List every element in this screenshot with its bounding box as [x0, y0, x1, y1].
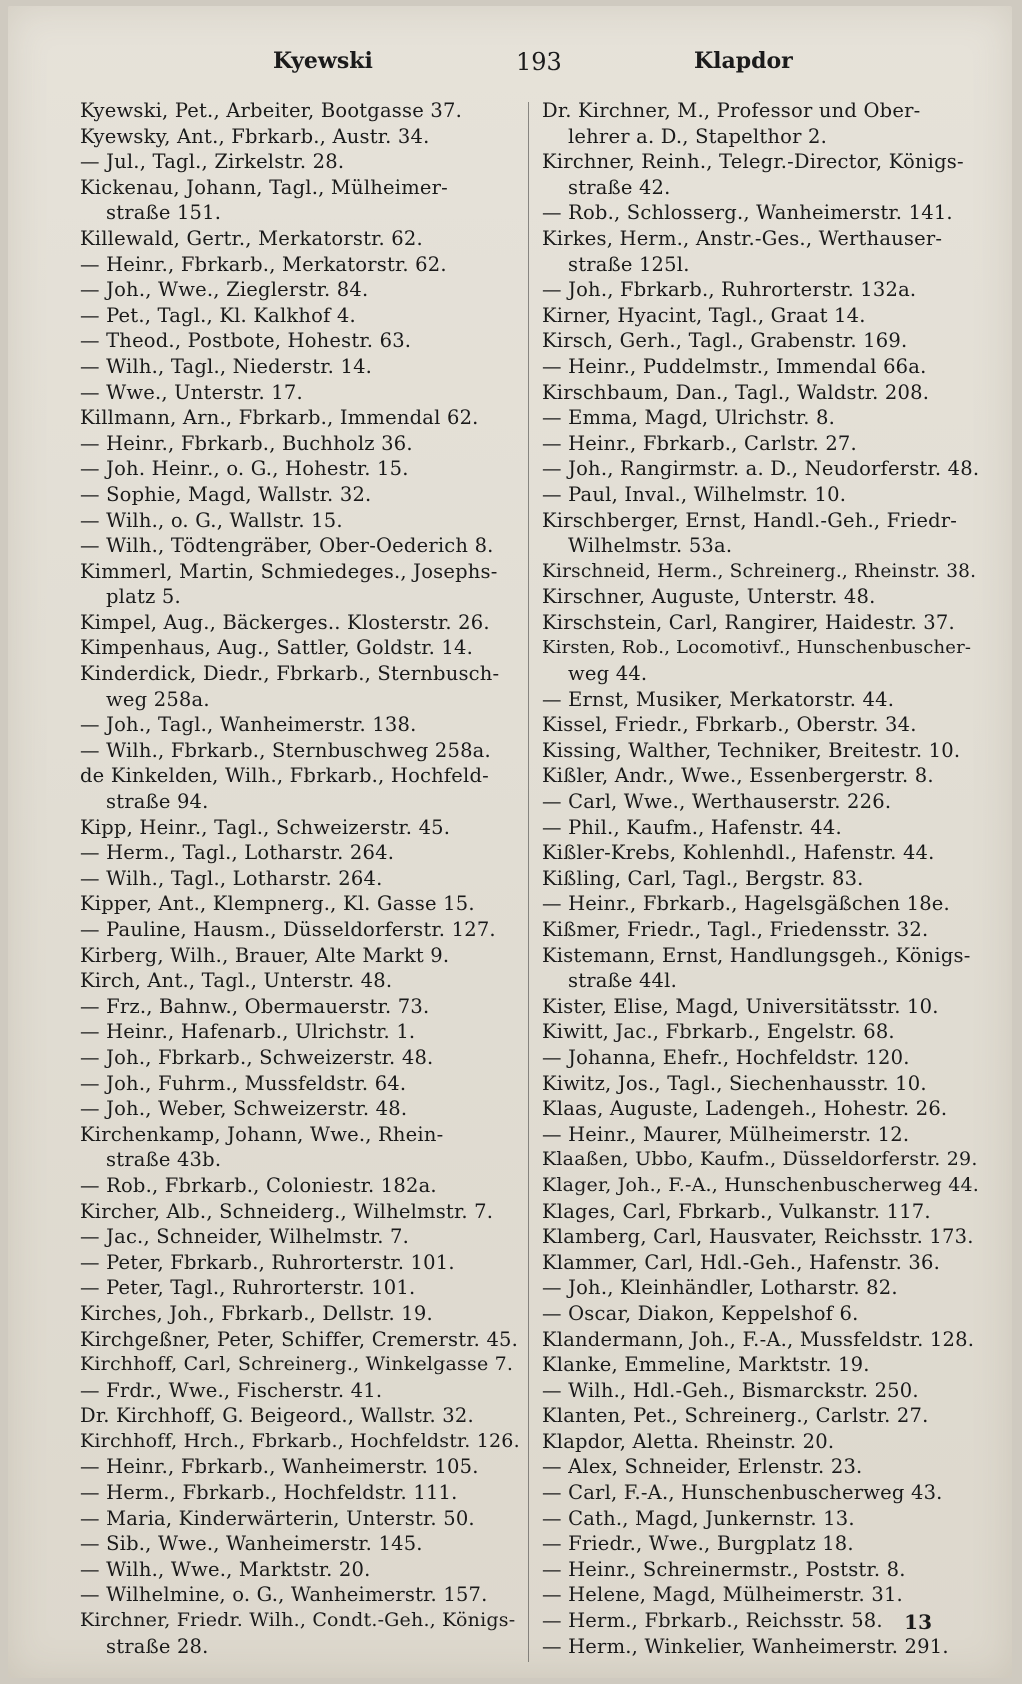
header-right-keyword: Klapdor: [694, 48, 793, 74]
directory-entry-line: — Pet., Tagl., Kl. Kalkhof 4.: [80, 303, 356, 327]
directory-entry-line: Kipp, Heinr., Tagl., Schweizerstr. 45.: [80, 815, 451, 839]
directory-entry-line: Kirberg, Wilh., Brauer, Alte Markt 9.: [80, 943, 450, 967]
directory-entry-line: Kirschstein, Carl, Rangirer, Haidestr. 37.: [542, 610, 955, 634]
directory-entry-line: — Herm., Fbrkarb., Hochfeldstr. 111.: [80, 1481, 458, 1505]
column-divider: [528, 102, 529, 1662]
directory-entry-line: straße 151.: [106, 201, 222, 225]
directory-entry-line: — Sib., Wwe., Wanheimerstr. 145.: [80, 1532, 423, 1556]
directory-entry-line: Kirsten, Rob., Locomotivf., Hunschenbuscher-: [542, 637, 972, 659]
directory-entry-line: — Wwe., Unterstr. 17.: [80, 380, 303, 404]
directory-entry-line: Kißmer, Friedr., Tagl., Friedensstr. 32.: [542, 918, 929, 941]
directory-entry-line: — Carl, Wwe., Werthauserstr. 226.: [542, 790, 892, 814]
directory-entry-line: — Heinr., Fbrkarb., Merkatorstr. 62.: [80, 252, 447, 276]
page-number-header: 193: [516, 48, 562, 76]
directory-entry-line: Kirschneid, Herm., Schreinerg., Rheinstr. 38.: [542, 560, 977, 582]
directory-entry-line: — Joh., Wwe., Zieglerstr. 84.: [80, 278, 369, 302]
directory-entry-line: — Wilh., Tödtengräber, Ober-Oederich 8.: [80, 534, 494, 558]
directory-entry-line: — Rob., Fbrkarb., Coloniestr. 182a.: [80, 1173, 437, 1197]
directory-entry-line: Kinderdick, Diedr., Fbrkarb., Sternbusch-: [80, 662, 500, 686]
directory-entry-line: — Oscar, Diakon, Keppelshof 6.: [542, 1301, 859, 1325]
directory-entry-line: Kirchhoff, Carl, Schreinerg., Winkelgasse 7.: [80, 1353, 514, 1376]
directory-entry-line: Klammer, Carl, Hdl.-Geh., Hafenstr. 36.: [542, 1250, 940, 1274]
running-head: [8, 48, 1012, 88]
directory-entry-line: Kyewski, Pet., Arbeiter, Bootgasse 37.: [80, 99, 462, 122]
directory-entry-line: Dr. Kirchner, M., Professor und Ober-: [542, 99, 921, 122]
signature-mark: 13: [904, 1610, 932, 1634]
right-column: [542, 98, 982, 1659]
directory-entry-line: platz 5.: [106, 585, 181, 609]
directory-entry-line: — Friedr., Wwe., Burgplatz 18.: [542, 1532, 854, 1556]
directory-entry-line: Klages, Carl, Fbrkarb., Vulkanstr. 117.: [542, 1199, 931, 1223]
directory-entry-line: Kickenau, Johann, Tagl., Mülheimer-: [80, 175, 448, 199]
directory-entry-line: Wilhelmstr. 53a.: [568, 534, 733, 558]
directory-entry-line: Kissel, Friedr., Fbrkarb., Oberstr. 34.: [542, 713, 917, 737]
directory-entry-line: Klapdor, Aletta. Rheinstr. 20.: [542, 1429, 835, 1453]
directory-entry-line: — Ernst, Musiker, Merkatorstr. 44.: [542, 687, 895, 711]
directory-entry-line: Kirkes, Herm., Anstr.-Ges., Werthauser-: [542, 226, 943, 250]
directory-entry-line: Kirchenkamp, Johann, Wwe., Rhein-: [80, 1122, 444, 1146]
directory-entry-line: — Heinr., Fbrkarb., Hagelsgäßchen 18e.: [542, 892, 950, 916]
directory-entry-line: Kiwitz, Jos., Tagl., Siechenhausstr. 10.: [542, 1071, 927, 1095]
directory-entry-line: Klanten, Pet., Schreinerg., Carlstr. 27.: [542, 1404, 929, 1428]
directory-entry-line: Kyewsky, Ant., Fbrkarb., Austr. 34.: [80, 124, 430, 148]
directory-entry-line: Kirchgeßner, Peter, Schiffer, Cremerstr. 45.: [80, 1327, 519, 1351]
directory-entry-line: — Rob., Schlosserg., Wanheimerstr. 141.: [542, 201, 953, 225]
directory-entry-line: — Alex, Schneider, Erlenstr. 23.: [542, 1455, 863, 1479]
directory-entry-line: straße 125l.: [568, 252, 690, 276]
left-column: [80, 98, 520, 1659]
directory-entry-line: Kipper, Ant., Klempnerg., Kl. Gasse 15.: [80, 892, 475, 916]
directory-entry-line: Kirchner, Friedr. Wilh., Condt.-Geh., Königs-: [80, 1609, 516, 1632]
directory-entry-line: — Joh., Fbrkarb., Schweizerstr. 48.: [80, 1045, 434, 1069]
header-left-keyword: Kyewski: [273, 48, 373, 74]
directory-entry-line: Kirner, Hyacint, Tagl., Graat 14.: [542, 303, 866, 327]
directory-entry-line: Kirches, Joh., Fbrkarb., Dellstr. 19.: [80, 1301, 433, 1325]
directory-entry-line: — Pauline, Hausm., Düsseldorferstr. 127.: [80, 918, 496, 941]
directory-entry-line: lehrer a. D., Stapelthor 2.: [568, 124, 828, 148]
directory-entry-line: Kirschbaum, Dan., Tagl., Waldstr. 208.: [542, 380, 930, 404]
directory-entry-line: — Helene, Magd, Mülheimerstr. 31.: [542, 1583, 903, 1607]
directory-entry-line: Klaaßen, Ubbo, Kaufm., Düsseldorferstr. 29.: [542, 1148, 978, 1171]
directory-entry-line: Kirchhoff, Hrch., Fbrkarb., Hochfeldstr. 126.: [80, 1429, 520, 1452]
directory-entry-line: — Heinr., Fbrkarb., Carlstr. 27.: [542, 431, 857, 455]
directory-entry-line: de Kinkelden, Wilh., Fbrkarb., Hochfeld-: [80, 764, 489, 788]
directory-entry-line: — Joh., Weber, Schweizerstr. 48.: [80, 1097, 408, 1121]
directory-entry-line: Klamberg, Carl, Hausvater, Reichsstr. 173.: [542, 1225, 974, 1249]
directory-entry-line: — Phil., Kaufm., Hafenstr. 44.: [542, 815, 842, 839]
directory-entry-line: Kimmerl, Martin, Schmiedeges., Josephs-: [80, 559, 498, 583]
directory-entry-line: — Joh. Heinr., o. G., Hohestr. 15.: [80, 457, 409, 481]
directory-entry-line: — Joh., Rangirmstr. a. D., Neudorferstr. 48.: [542, 457, 980, 481]
directory-entry-line: Kißler, Andr., Wwe., Essenbergerstr. 8.: [542, 764, 934, 788]
directory-entry-line: — Wilh., Fbrkarb., Sternbuschweg 258a.: [80, 738, 491, 762]
directory-entry-line: — Herm., Winkelier, Wanheimerstr. 291.: [542, 1634, 949, 1658]
directory-entry-line: Killmann, Arn., Fbrkarb., Immendal 62.: [80, 406, 479, 430]
directory-entry-line: Kircher, Alb., Schneiderg., Wilhelmstr. 7.: [80, 1199, 494, 1223]
directory-entry-line: — Peter, Tagl., Ruhrorterstr. 101.: [80, 1276, 416, 1300]
directory-entry-line: Kirch, Ant., Tagl., Unterstr. 48.: [80, 969, 393, 993]
directory-entry-line: Kißler-Krebs, Kohlenhdl., Hafenstr. 44.: [542, 841, 935, 865]
directory-entry-line: — Carl, F.-A., Hunschenbuscherweg 43.: [542, 1481, 943, 1505]
directory-entry-line: Klaas, Auguste, Ladengeh., Hohestr. 26.: [542, 1097, 948, 1121]
directory-entry-line: Kirchner, Reinh., Telegr.-Director, Königs-: [542, 150, 964, 174]
directory-entry-line: — Peter, Fbrkarb., Ruhrorterstr. 101.: [80, 1250, 455, 1274]
directory-entry-line: Kimpenhaus, Aug., Sattler, Goldstr. 14.: [80, 636, 474, 660]
directory-entry-line: — Heinr., Fbrkarb., Buchholz 36.: [80, 431, 413, 455]
directory-entry-line: — Johanna, Ehefr., Hochfeldstr. 120.: [542, 1045, 910, 1069]
directory-entry-line: — Frdr., Wwe., Fischerstr. 41.: [80, 1378, 383, 1402]
directory-entry-line: Klanke, Emmeline, Marktstr. 19.: [542, 1353, 870, 1377]
directory-entry-line: — Emma, Magd, Ulrichstr. 8.: [542, 406, 836, 430]
directory-entry-line: — Paul, Inval., Wilhelmstr. 10.: [542, 482, 847, 506]
directory-entry-line: — Maria, Kinderwärterin, Unterstr. 50.: [80, 1506, 475, 1530]
directory-entry-line: — Joh., Fuhrm., Mussfeldstr. 64.: [80, 1071, 407, 1095]
directory-entry-line: — Herm., Fbrkarb., Reichsstr. 58.: [542, 1609, 883, 1633]
directory-entry-line: Kimpel, Aug., Bäckerges.. Klosterstr. 26.: [80, 610, 490, 634]
directory-entry-line: — Wilh., Hdl.-Geh., Bismarckstr. 250.: [542, 1378, 919, 1402]
directory-entry-line: Klandermann, Joh., F.-A., Mussfeldstr. 128.: [542, 1327, 975, 1351]
directory-entry-line: — Heinr., Hafenarb., Ulrichstr. 1.: [80, 1020, 416, 1044]
directory-entry-line: — Wilh., o. G., Wallstr. 15.: [80, 508, 343, 532]
directory-entry-line: Klager, Joh., F.-A., Hunschenbuscherweg 44.: [542, 1173, 980, 1196]
directory-entry-line: — Wilh., Tagl., Niederstr. 14.: [80, 354, 373, 378]
directory-entry-line: straße 94.: [106, 790, 209, 814]
directory-entry-line: — Sophie, Magd, Wallstr. 32.: [80, 482, 372, 506]
directory-entry-line: weg 44.: [568, 662, 648, 686]
directory-entry-line: — Heinr., Fbrkarb., Wanheimerstr. 105.: [80, 1455, 479, 1479]
directory-page: [8, 6, 1012, 1678]
directory-entry-line: — Cath., Magd, Junkernstr. 13.: [542, 1506, 855, 1530]
directory-entry-line: — Joh., Fbrkarb., Ruhrorterstr. 132a.: [542, 278, 917, 302]
directory-entry-line: Dr. Kirchhoff, G. Beigeord., Wallstr. 32.: [80, 1404, 474, 1428]
directory-entry-line: Kirsch, Gerh., Tagl., Grabenstr. 169.: [542, 329, 908, 353]
directory-entry-line: straße 42.: [568, 175, 671, 199]
directory-entry-line: Kistemann, Ernst, Handlungsgeh., Königs-: [542, 943, 971, 967]
directory-entry-line: — Wilh., Tagl., Lotharstr. 264.: [80, 866, 383, 890]
directory-entry-line: — Heinr., Schreinermstr., Poststr. 8.: [542, 1557, 906, 1581]
directory-entry-line: Killewald, Gertr., Merkatorstr. 62.: [80, 226, 423, 250]
directory-entry-line: — Wilh., Wwe., Marktstr. 20.: [80, 1557, 371, 1581]
directory-entry-line: — Theod., Postbote, Hohestr. 63.: [80, 329, 412, 353]
directory-entry-line: — Jul., Tagl., Zirkelstr. 28.: [80, 150, 345, 174]
directory-entry-line: Kiwitt, Jac., Fbrkarb., Engelstr. 68.: [542, 1020, 895, 1044]
directory-entry-line: straße 28.: [106, 1634, 209, 1658]
directory-entry-line: Kissing, Walther, Techniker, Breitestr. 10.: [542, 738, 961, 762]
directory-entry-line: straße 43b.: [106, 1148, 222, 1172]
directory-entry-line: — Frz., Bahnw., Obermauerstr. 73.: [80, 994, 430, 1018]
directory-entry-line: straße 44l.: [568, 969, 678, 993]
directory-entry-line: Kißling, Carl, Tagl., Bergstr. 83.: [542, 866, 864, 890]
directory-entry-line: Kister, Elise, Magd, Universitätsstr. 10.: [542, 994, 939, 1018]
directory-entry-line: Kirschner, Auguste, Unterstr. 48.: [542, 585, 876, 609]
directory-entry-line: Kirschberger, Ernst, Handl.-Geh., Friedr-: [542, 508, 958, 532]
directory-entry-line: — Joh., Kleinhändler, Lotharstr. 82.: [542, 1276, 898, 1300]
directory-entry-line: — Herm., Tagl., Lotharstr. 264.: [80, 841, 395, 865]
directory-entry-line: — Wilhelmine, o. G., Wanheimerstr. 157.: [80, 1583, 488, 1607]
directory-entry-line: — Joh., Tagl., Wanheimerstr. 138.: [80, 713, 417, 737]
directory-entry-line: — Heinr., Puddelmstr., Immendal 66a.: [542, 354, 927, 378]
directory-entry-line: weg 258a.: [106, 687, 210, 711]
directory-entry-line: — Heinr., Maurer, Mülheimerstr. 12.: [542, 1122, 910, 1146]
directory-entry-line: — Jac., Schneider, Wilhelmstr. 7.: [80, 1225, 410, 1249]
